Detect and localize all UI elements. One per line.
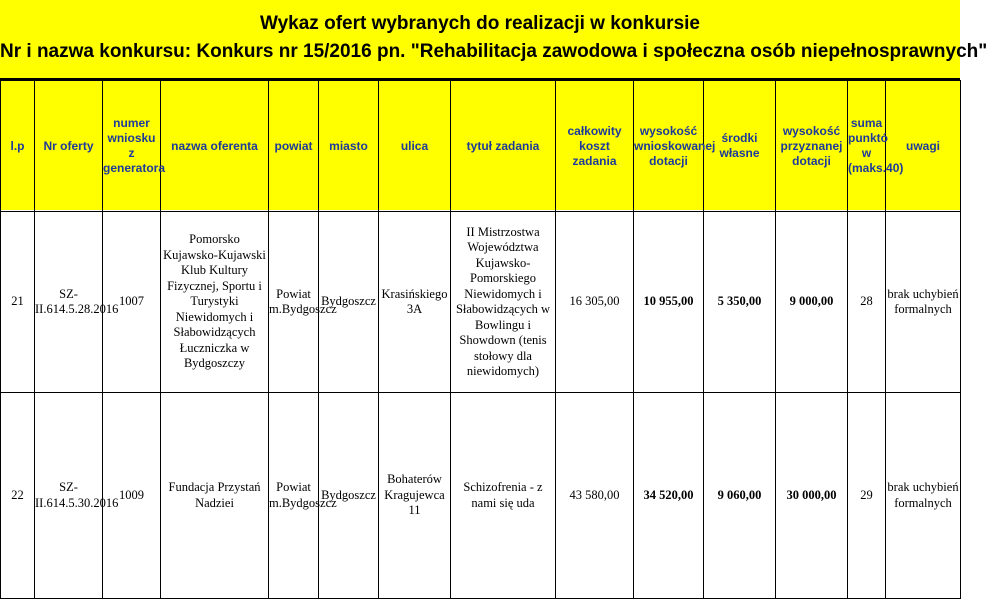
cell-powiat: Powiat m.Bydgoszcz bbox=[269, 393, 319, 599]
cell-uwagi: brak uchybień formalnych bbox=[886, 393, 961, 599]
cell-tytul: II Mistrzostwa Województwa Kujawsko-Pomorskiego Niewidomych i Słabowidzących w Bowlingu i Showdown (tenis stołowy dla niewidomych) bbox=[451, 212, 556, 393]
header-numer-generatora: numer wniosku z generatora bbox=[103, 81, 161, 212]
cell-numer-generatora: 1007 bbox=[103, 212, 161, 393]
header-punkty: suma punktó w (maks.40) bbox=[848, 81, 886, 212]
title-banner bbox=[0, 0, 987, 80]
cell-przyznana: 9 000,00 bbox=[776, 212, 848, 393]
header-uwagi: uwagi bbox=[886, 81, 961, 212]
cell-lp: 21 bbox=[1, 212, 35, 393]
cell-lp: 22 bbox=[1, 393, 35, 599]
cell-ulica: Bohaterów Kragujewca 11 bbox=[379, 393, 451, 599]
cell-nr-oferty: SZ-II.614.5.28.2016 bbox=[35, 212, 103, 393]
cell-punkty: 29 bbox=[848, 393, 886, 599]
cell-przyznana: 30 000,00 bbox=[776, 393, 848, 599]
cell-wlasne: 5 350,00 bbox=[704, 212, 776, 393]
table-row bbox=[1, 212, 961, 393]
offers-table bbox=[0, 80, 961, 599]
cell-tytul: Schizofrenia - z nami się uda bbox=[451, 393, 556, 599]
table-row bbox=[1, 393, 961, 599]
header-koszt: całkowity koszt zadania bbox=[556, 81, 634, 212]
header-oferent: nazwa oferenta bbox=[161, 81, 269, 212]
document-title: Wykaz ofert wybranych do realizacji w konkursie bbox=[260, 13, 700, 34]
header-przyznana: wysokość przyznanej dotacji bbox=[776, 81, 848, 212]
cell-oferent: Pomorsko Kujawsko-Kujawski Klub Kultury Fizycznej, Sportu i Turystyki Niewidomych i Słabowidzących Łuczniczka w Bydgoszczy bbox=[161, 212, 269, 393]
cell-miasto: Bydgoszcz bbox=[319, 393, 379, 599]
cell-koszt: 43 580,00 bbox=[556, 393, 634, 599]
header-lp: l.p bbox=[1, 81, 35, 212]
cell-powiat: Powiat m.Bydgoszcz bbox=[269, 212, 319, 393]
cell-uwagi: brak uchybień formalnych bbox=[886, 212, 961, 393]
cell-wnioskowana: 10 955,00 bbox=[634, 212, 704, 393]
header-miasto: miasto bbox=[319, 81, 379, 212]
cell-wnioskowana: 34 520,00 bbox=[634, 393, 704, 599]
header-powiat: powiat bbox=[269, 81, 319, 212]
cell-koszt: 16 305,00 bbox=[556, 212, 634, 393]
cell-nr-oferty: SZ-II.614.5.30.2016 bbox=[35, 393, 103, 599]
header-tytul: tytuł zadania bbox=[451, 81, 556, 212]
competition-name: Nr i nazwa konkursu: Konkurs nr 15/2016 pn. "Rehabilitacja zawodowa i społeczna osób niepełnosprawnych" bbox=[0, 41, 987, 62]
header-wnioskowana: wysokość wnioskowanej dotacji bbox=[634, 81, 704, 212]
table-header-row bbox=[1, 81, 961, 212]
header-nr-oferty: Nr oferty bbox=[35, 81, 103, 212]
cell-oferent: Fundacja Przystań Nadziei bbox=[161, 393, 269, 599]
header-wlasne: środki własne bbox=[704, 81, 776, 212]
cell-numer-generatora: 1009 bbox=[103, 393, 161, 599]
cell-wlasne: 9 060,00 bbox=[704, 393, 776, 599]
cell-punkty: 28 bbox=[848, 212, 886, 393]
header-ulica: ulica bbox=[379, 81, 451, 212]
cell-ulica: Krasińskiego 3A bbox=[379, 212, 451, 393]
cell-miasto: Bydgoszcz bbox=[319, 212, 379, 393]
